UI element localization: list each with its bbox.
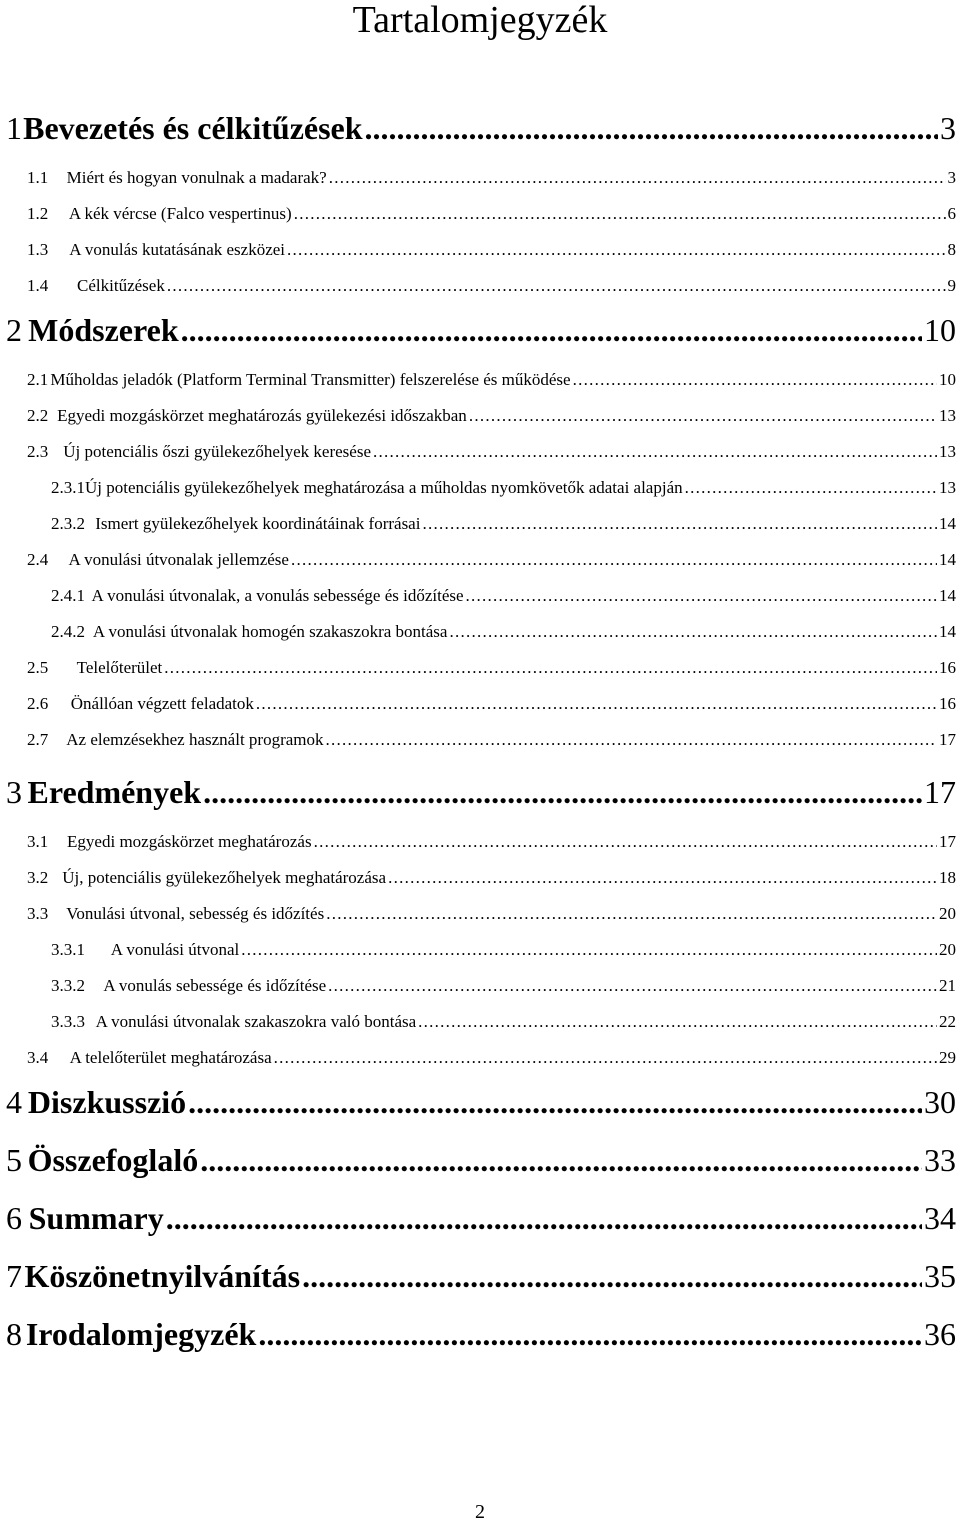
- toc-entry-page: 13: [939, 476, 960, 500]
- toc-dot-leader: [373, 440, 937, 464]
- toc-entry-label: A vonulás sebessége és időzítése: [103, 974, 326, 998]
- toc-dot-leader: [294, 202, 946, 226]
- toc-entry-page: 20: [939, 902, 960, 926]
- toc-entry-page: 36: [924, 1314, 960, 1354]
- toc-entry-number: 1.1: [0, 166, 67, 190]
- toc-entry-page: 22: [939, 1010, 960, 1034]
- toc-entry-number: 7: [0, 1256, 25, 1296]
- toc-dot-leader: [256, 692, 937, 716]
- toc-entry-page: 14: [939, 620, 960, 644]
- toc-entry[interactable]: [0, 728, 960, 752]
- toc-entry-number: 2.3: [0, 440, 63, 464]
- toc-entry-label: Eredmények: [27, 772, 201, 812]
- toc-entry-page: 14: [939, 584, 960, 608]
- toc-entry-label: Ismert gyülekezőhelyek koordinátáinak forrásai: [95, 512, 420, 536]
- toc-entry-page: 21: [939, 974, 960, 998]
- toc-entry-page: 14: [939, 548, 960, 572]
- toc-entry[interactable]: [0, 108, 960, 148]
- toc-dot-leader: [326, 728, 937, 752]
- toc-entry[interactable]: [0, 274, 960, 298]
- toc-entry[interactable]: [0, 512, 960, 536]
- toc-entry[interactable]: [0, 830, 960, 854]
- toc-entry-label: Köszönetnyilvánítás: [25, 1256, 301, 1296]
- toc-entry-label: Műholdas jeladók (Platform Terminal Transmitter) felszerelése és működése: [50, 368, 570, 392]
- toc-entry[interactable]: [0, 974, 960, 998]
- toc-entry-page: 30: [924, 1082, 960, 1122]
- toc-entry[interactable]: [0, 772, 960, 812]
- toc-entry-number: 2.3.1: [0, 476, 85, 500]
- toc-entry[interactable]: [0, 404, 960, 428]
- toc-dot-leader: [573, 368, 937, 392]
- toc-entry-label: A vonulási útvonalak jellemzése: [69, 548, 289, 572]
- toc-entry-page: 17: [939, 728, 960, 752]
- toc-dot-leader: [418, 1010, 937, 1034]
- toc-entry-page: 3: [948, 166, 960, 190]
- toc-entry-number: 3.4: [0, 1046, 70, 1070]
- toc-entry-label: Vonulási útvonal, sebesség és időzítés: [66, 902, 324, 926]
- toc-entry-label: A vonulási útvonalak, a vonulás sebessége és időzítése: [92, 584, 464, 608]
- toc-entry[interactable]: [0, 1010, 960, 1034]
- toc-entry-number: 3.2: [0, 866, 62, 890]
- toc-entry-number: 2.5: [0, 656, 77, 680]
- toc-entry-label: Diszkusszió: [28, 1082, 186, 1122]
- toc-entry-number: 2.6: [0, 692, 71, 716]
- toc-entry-number: 6: [0, 1198, 29, 1238]
- toc-entry-label: A kék vércse (Falco vespertinus): [69, 202, 292, 226]
- toc-entry-number: 3.1: [0, 830, 67, 854]
- toc-entry[interactable]: [0, 902, 960, 926]
- toc-entry-page: 20: [939, 938, 960, 962]
- toc-entry[interactable]: [0, 476, 960, 500]
- toc-dot-leader: [258, 1314, 922, 1354]
- toc-entry-page: 17: [939, 830, 960, 854]
- toc-entry-page: 6: [948, 202, 960, 226]
- toc-entry[interactable]: [0, 202, 960, 226]
- toc-entry-label: Irodalomjegyzék: [26, 1314, 256, 1354]
- toc-entry[interactable]: [0, 310, 960, 350]
- toc-entry-number: 1.3: [0, 238, 69, 262]
- toc-entry-label: Miért és hogyan vonulnak a madarak?: [67, 166, 327, 190]
- toc-entry-label: Új, potenciális gyülekezőhelyek meghatározása: [62, 866, 386, 890]
- toc-entry-number: 3.3: [0, 902, 66, 926]
- toc-dot-leader: [291, 548, 937, 572]
- toc-entry-label: Egyedi mozgáskörzet meghatározás: [67, 830, 312, 854]
- toc-entry-label: Bevezetés és célkitűzések: [23, 108, 362, 148]
- toc-entry-page: 13: [939, 404, 960, 428]
- toc-entry-label: Módszerek: [28, 310, 178, 350]
- toc-entry-page: 10: [924, 310, 960, 350]
- toc-dot-leader: [181, 310, 922, 350]
- toc-entry-page: 18: [939, 866, 960, 890]
- toc-dot-leader: [466, 584, 937, 608]
- toc-entry-page: 33: [924, 1140, 960, 1180]
- toc-entry-page: 14: [939, 512, 960, 536]
- toc-entry-number: 3.3.3: [0, 1010, 96, 1034]
- toc-entry-page: 29: [939, 1046, 960, 1070]
- toc-entry-label: A vonulás kutatásának eszközei: [69, 238, 285, 262]
- toc-entry-number: 2: [0, 310, 28, 350]
- toc-entry-number: 3.3.2: [0, 974, 103, 998]
- toc-entry-number: 4: [0, 1082, 28, 1122]
- toc-entry-number: 1.2: [0, 202, 69, 226]
- toc-dot-leader: [329, 166, 946, 190]
- toc-entry-page: 16: [939, 656, 960, 680]
- toc-entry[interactable]: [0, 692, 960, 716]
- toc-entry[interactable]: [0, 1314, 960, 1354]
- toc-entry[interactable]: [0, 1082, 960, 1122]
- toc-entry[interactable]: [0, 368, 960, 392]
- toc-entry-number: 2.4.2: [0, 620, 93, 644]
- toc-dot-leader: [365, 108, 938, 148]
- toc-entry[interactable]: [0, 1198, 960, 1238]
- toc-entry-number: 1: [0, 108, 23, 148]
- toc-dot-leader: [274, 1046, 937, 1070]
- toc-entry-number: 2.3.2: [0, 512, 95, 536]
- toc-entry-page: 8: [948, 238, 960, 262]
- toc-dot-leader: [326, 902, 937, 926]
- toc-dot-leader: [302, 1256, 922, 1296]
- toc-dot-leader: [164, 656, 937, 680]
- toc-entry-label: A vonulási útvonalak szakaszokra való bontása: [96, 1010, 417, 1034]
- toc-entry[interactable]: [0, 1140, 960, 1180]
- toc-entry-number: 2.4: [0, 548, 69, 572]
- toc-entry-number: 3: [0, 772, 27, 812]
- toc-dot-leader: [241, 938, 937, 962]
- toc-entry-page: 10: [939, 368, 960, 392]
- toc-dot-leader: [328, 974, 937, 998]
- toc-entry-page: 17: [924, 772, 960, 812]
- page-number: 2: [0, 1500, 960, 1524]
- toc-entry-page: 13: [939, 440, 960, 464]
- toc-entry-number: 2.2: [0, 404, 57, 428]
- toc-dot-leader: [422, 512, 937, 536]
- toc-dot-leader: [203, 772, 922, 812]
- toc-entry-label: Önállóan végzett feladatok: [71, 692, 254, 716]
- toc-entry-number: 8: [0, 1314, 26, 1354]
- toc-dot-leader: [685, 476, 937, 500]
- toc-entry[interactable]: [0, 584, 960, 608]
- toc-entry-number: 5: [0, 1140, 28, 1180]
- toc-entry-page: 34: [924, 1198, 960, 1238]
- toc-entry-label: Új potenciális gyülekezőhelyek meghatározása a műholdas nyomkövetők adatai alapján: [85, 476, 683, 500]
- toc-entry-page: 3: [940, 108, 960, 148]
- toc-dot-leader: [188, 1082, 922, 1122]
- toc-entry[interactable]: [0, 440, 960, 464]
- toc-entry-page: 16: [939, 692, 960, 716]
- toc-entry-label: Összefoglaló: [28, 1140, 199, 1180]
- toc-entry-number: 2.1: [0, 368, 50, 392]
- toc-entry[interactable]: [0, 1046, 960, 1070]
- toc-entry-number: 1.4: [0, 274, 77, 298]
- toc-entry[interactable]: [0, 866, 960, 890]
- toc-entry-number: 2.4.1: [0, 584, 92, 608]
- toc-dot-leader: [314, 830, 937, 854]
- toc-entry-page: 35: [924, 1256, 960, 1296]
- page-title: Tartalomjegyzék: [0, 0, 960, 40]
- toc-dot-leader: [287, 238, 945, 262]
- toc-entry[interactable]: [0, 938, 960, 962]
- toc-entry-label: Célkitűzések: [77, 274, 165, 298]
- toc-entry-label: A vonulási útvonal: [111, 938, 239, 962]
- toc-entry-label: A vonulási útvonalak homogén szakaszokra bontása: [93, 620, 448, 644]
- toc-entry[interactable]: [0, 656, 960, 680]
- toc-entry-label: A telelőterület meghatározása: [70, 1046, 272, 1070]
- toc-entry-number: 2.7: [0, 728, 66, 752]
- toc-entry[interactable]: [0, 548, 960, 572]
- toc-entry-label: Az elemzésekhez használt programok: [66, 728, 323, 752]
- toc-entry[interactable]: [0, 1256, 960, 1296]
- toc-dot-leader: [388, 866, 937, 890]
- toc-dot-leader: [200, 1140, 922, 1180]
- toc-entry-label: Új potenciális őszi gyülekezőhelyek keresése: [63, 440, 371, 464]
- toc-entry[interactable]: [0, 620, 960, 644]
- toc-dot-leader: [449, 620, 937, 644]
- toc-entry-label: Egyedi mozgáskörzet meghatározás gyülekezési időszakban: [57, 404, 467, 428]
- toc-entry[interactable]: [0, 238, 960, 262]
- toc-entry-number: 3.3.1: [0, 938, 111, 962]
- toc-entry-label: Summary: [29, 1198, 164, 1238]
- toc-entry-page: 9: [948, 274, 960, 298]
- toc-entry-label: Telelőterület: [77, 656, 163, 680]
- toc-dot-leader: [167, 274, 946, 298]
- toc-dot-leader: [469, 404, 937, 428]
- toc-dot-leader: [166, 1198, 922, 1238]
- toc-entry[interactable]: [0, 166, 960, 190]
